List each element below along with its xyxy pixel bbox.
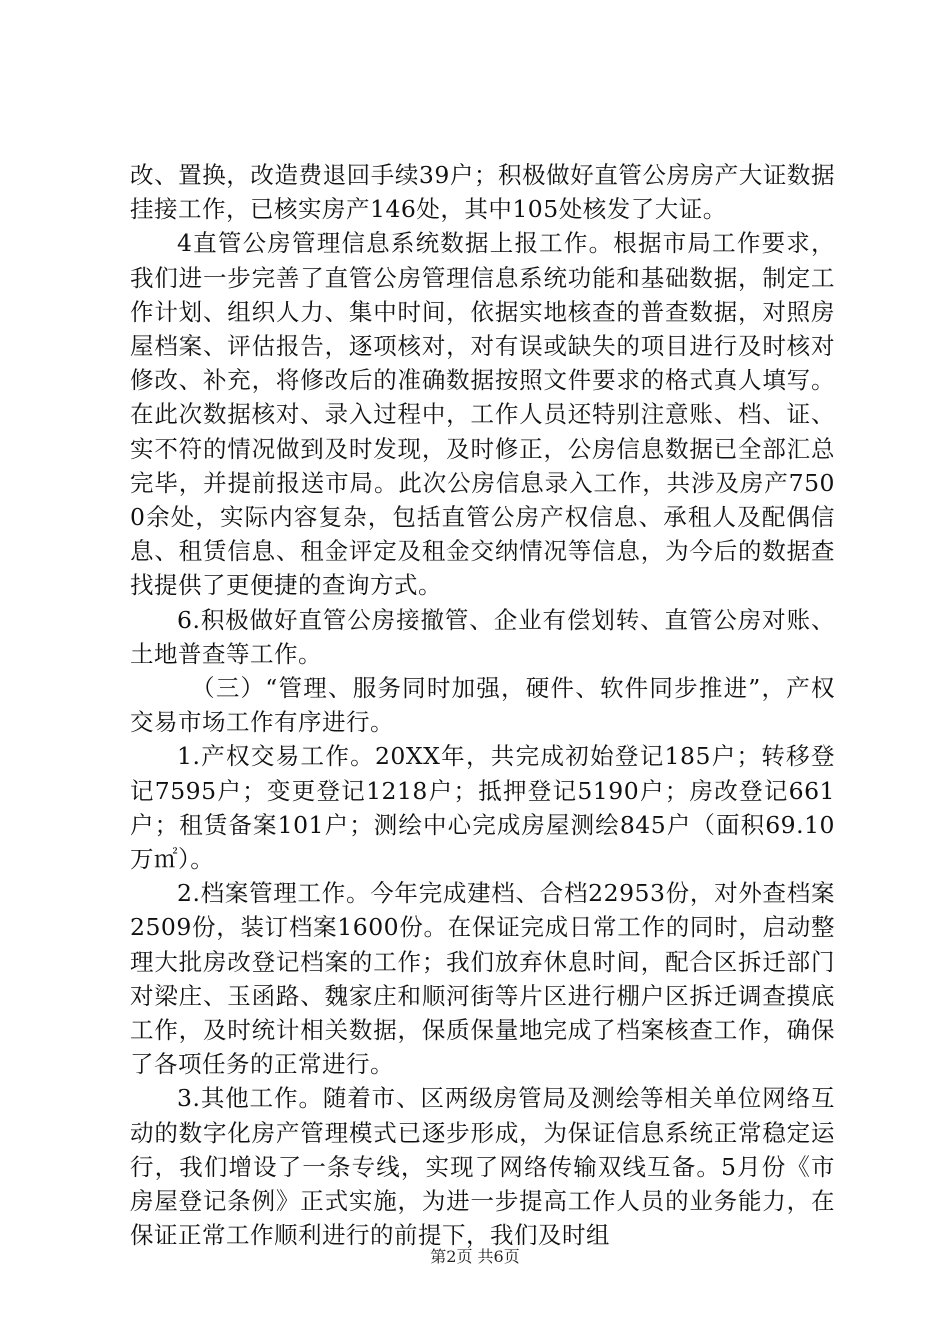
paragraph-item-4: 4直管公房管理信息系统数据上报工作。根据市局工作要求，我们进一步完善了直管公房管理信息系统功能和基础数据，制定工作计划、组织人力、集中时间，依据实地核查的普查数据，对照房屋档案、评估报告，逐项核对，对有误或缺失的项目进行及时核对修改、补充，将修改后的准确数据按照文件要求的格式真人填写。在此次数据核对、录入过程中，工作人员还特别注意账、档、证、实不符的情况做到及时发现，及时修正，公房信息数据已全部汇总完毕，并提前报送市局。此次公房信息录入工作，共涉及房产7500余处，实际内容复杂，包括直管公房产权信息、承租人及配偶信息、租赁信息、租金评定及租金交纳情况等信息，为今后的数据查找提供了更便捷的查询方式。: [130, 229, 835, 600]
page-footer: 第2页 共6页: [430, 1247, 520, 1266]
section-heading-3: （三）“管理、服务同时加强，硬件、软件同步推进”，产权交易市场工作有序进行。: [130, 674, 835, 737]
paragraph-archive-management: 2.档案管理工作。今年完成建档、合档22953份，对外查档案2509份，装订档案1600份。在保证完成日常工作的同时，启动整理大批房改登记档案的工作；我们放弃休息时间，配合区拆迁部门对梁庄、玉函路、魏家庄和顺河街等片区进行棚户区拆迁调查摸底工作，及时统计相关数据，保质保量地完成了档案核查工作，确保了各项任务的正常进行。: [130, 879, 835, 1079]
paragraph-continuation: 改、置换，改造费退回手续39户；积极做好直管公房房产大证数据挂接工作，已核实房产146处，其中105处核发了大证。: [130, 161, 835, 224]
paragraph-other-work: 3.其他工作。随着市、区两级房管局及测绘等相关单位网络互动的数字化房产管理模式已逐步形成，为保证信息系统正常稳定运行，我们增设了一条专线，实现了网络传输双线互备。5月份《市房屋登记条例》正式实施，为进一步提高工作人员的业务能力，在保证正常工作顺利进行的前提下，我们及时组: [130, 1084, 835, 1250]
paragraph-property-trade: 1.产权交易工作。20XX年，共完成初始登记185户；转移登记7595户；变更登记1218户；抵押登记5190户；房改登记661户；租赁备案101户；测绘中心完成房屋测绘845户（面积69.10万㎡）。: [130, 742, 835, 874]
document-body: [130, 158, 835, 1253]
paragraph-item-6: 6.积极做好直管公房接撤管、企业有偿划转、直管公房对账、土地普查等工作。: [130, 605, 835, 668]
